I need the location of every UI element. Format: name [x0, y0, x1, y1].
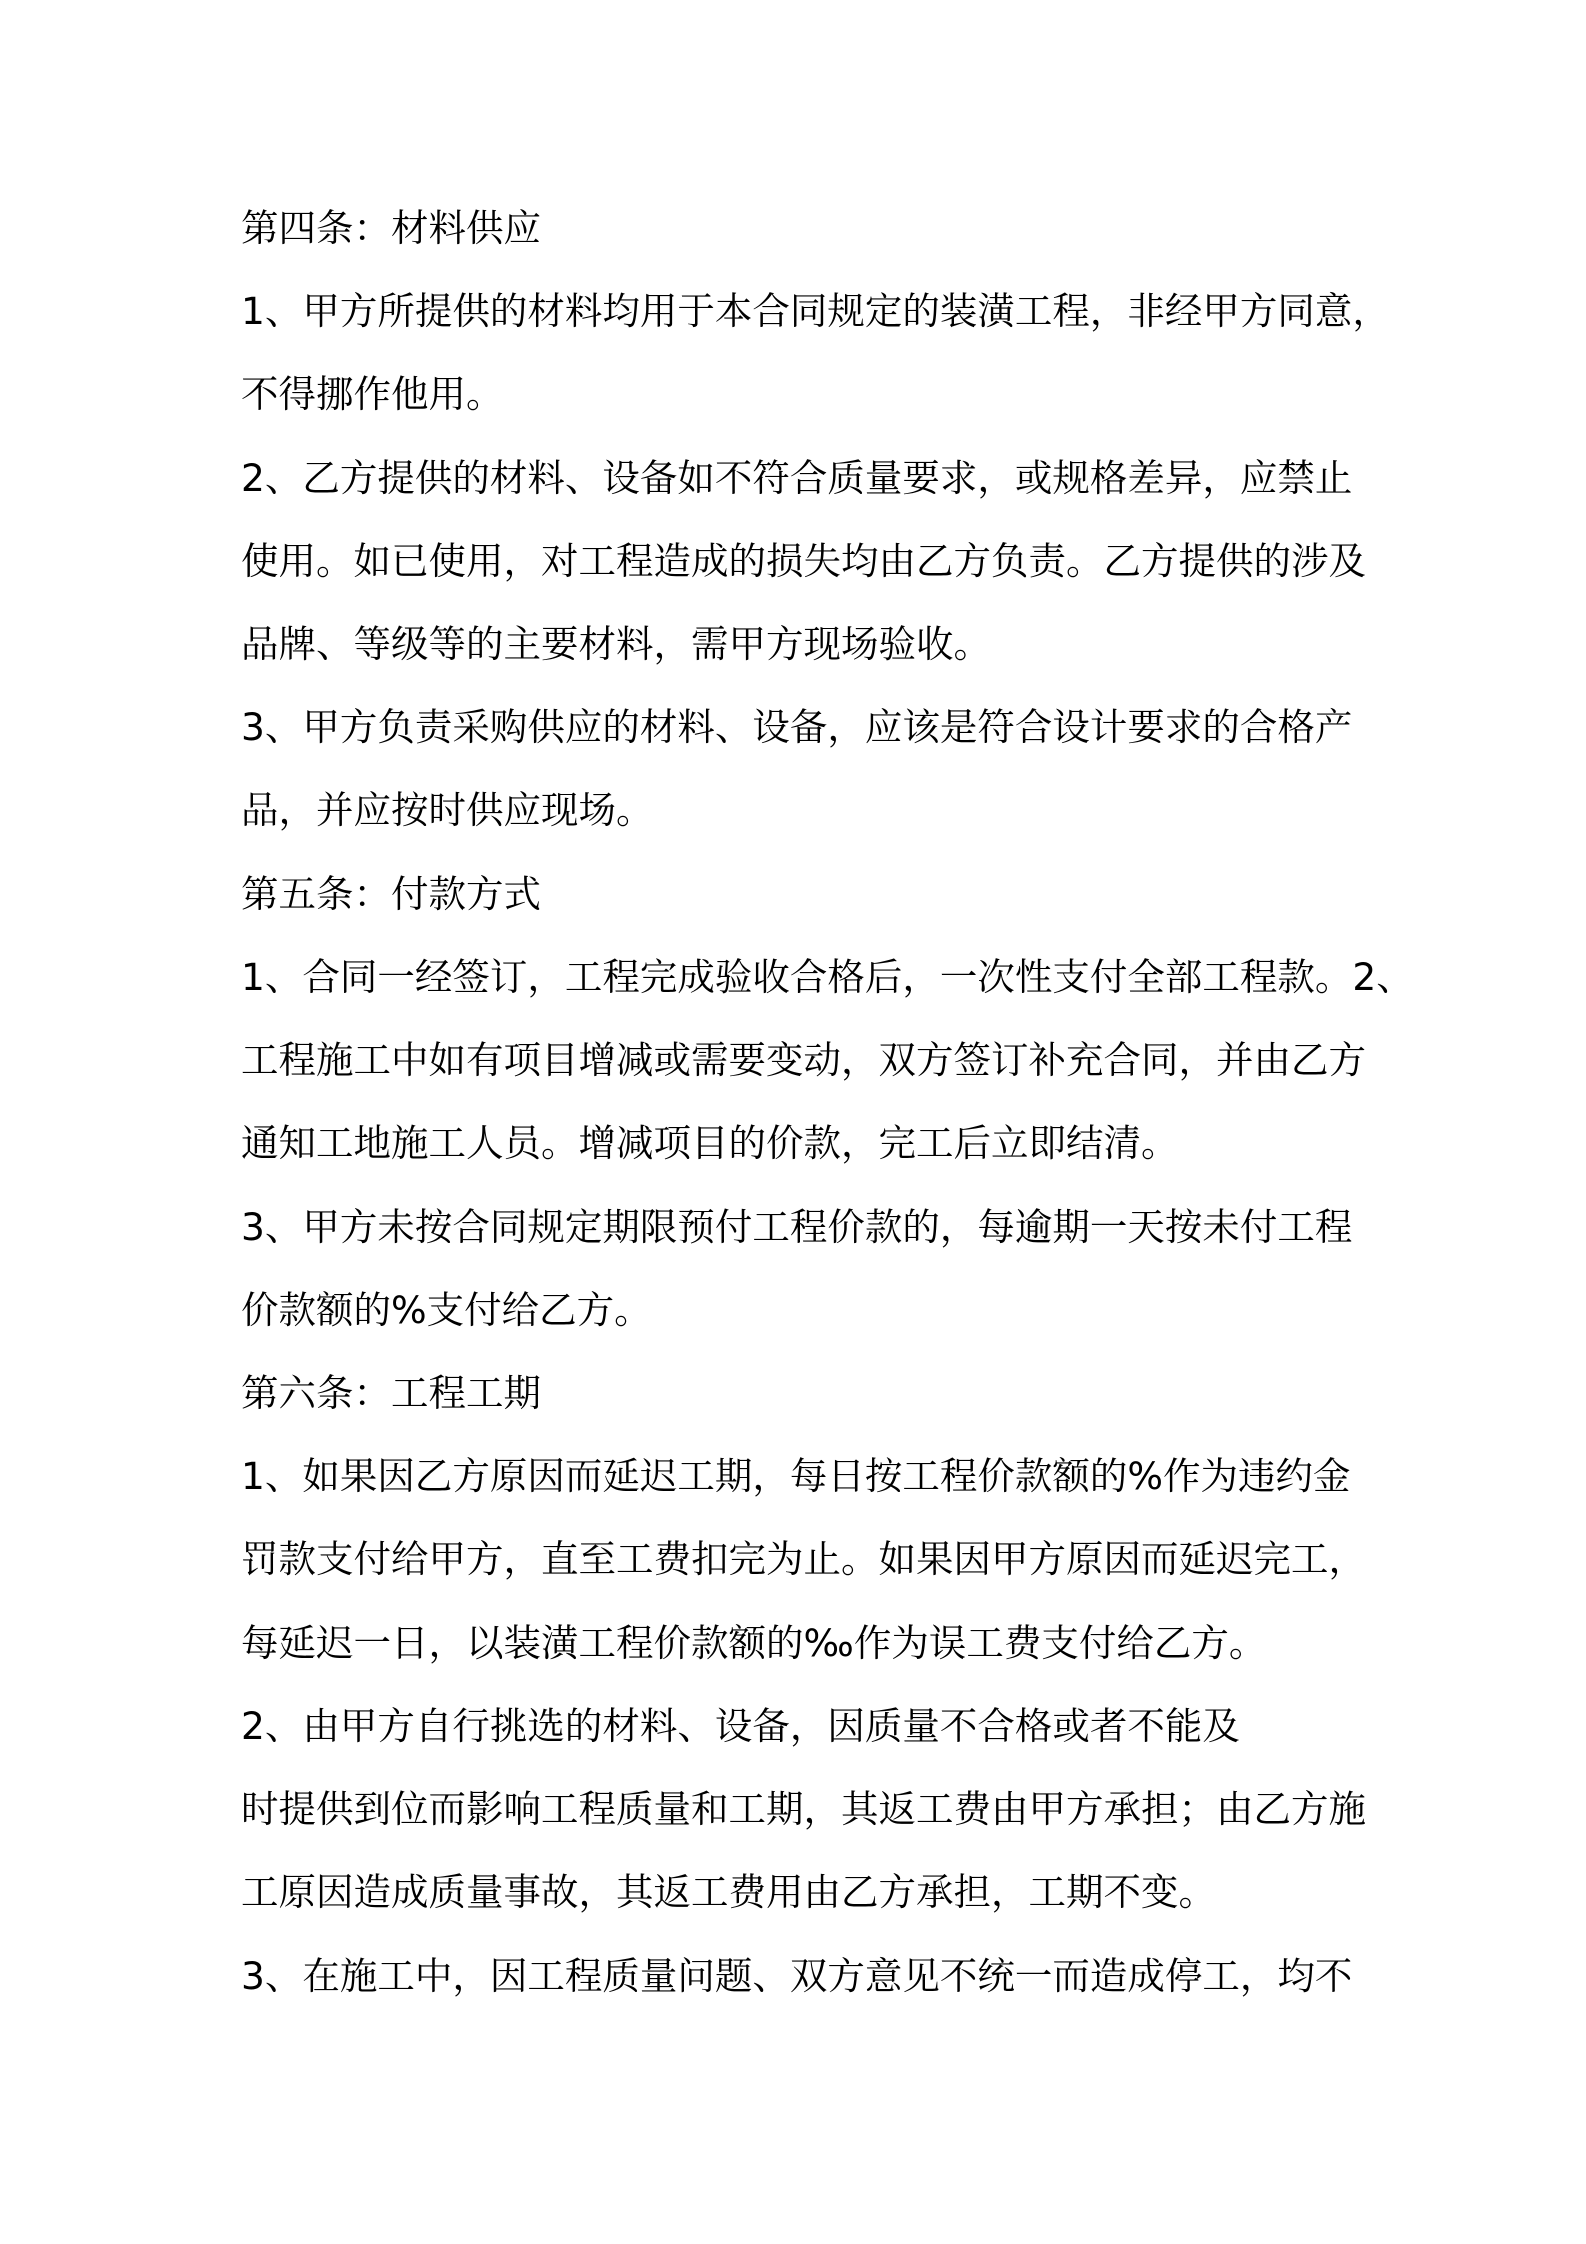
text-line: 品，并应按时供应现场。: [241, 788, 654, 832]
article-5-heading: 第五条：付款方式: [241, 872, 541, 916]
text-line: 价款额的%支付给乙方。: [241, 1288, 652, 1332]
text-line: 时提供到位而影响工程质量和工期，其返工费由甲方承担；由乙方施: [241, 1787, 1366, 1831]
text-line: 使用。如已使用，对工程造成的损失均由乙方负责。乙方提供的涉及: [241, 539, 1366, 583]
text-line: 2、由甲方自行挑选的材料、设备，因质量不合格或者不能及: [241, 1704, 1240, 1748]
text-line: 1、合同一经签订，工程完成验收合格后，一次性支付全部工程款。2、: [241, 955, 1414, 999]
text-line: 3、甲方负责采购供应的材料、设备，应该是符合设计要求的合格产: [241, 705, 1353, 749]
article-6-heading: 第六条：工程工期: [241, 1371, 541, 1415]
text-line: 1、如果因乙方原因而延迟工期，每日按工程价款额的%作为违约金: [241, 1454, 1351, 1498]
text-line: 工程施工中如有项目增减或需要变动，双方签订补充合同，并由乙方: [241, 1038, 1366, 1082]
text-line: 品牌、等级等的主要材料，需甲方现场验收。: [241, 622, 991, 666]
article-4-heading: 第四条：材料供应: [241, 206, 541, 250]
text-line: 不得挪作他用。: [241, 372, 504, 416]
text-line: 2、乙方提供的材料、设备如不符合质量要求，或规格差异，应禁止: [241, 456, 1353, 500]
text-line: 工原因造成质量事故，其返工费用由乙方承担，工期不变。: [241, 1870, 1216, 1914]
text-line: 每延迟一日，以装潢工程价款额的‰作为误工费支付给乙方。: [241, 1621, 1267, 1665]
text-line: 1、甲方所提供的材料均用于本合同规定的装潢工程，非经甲方同意，: [241, 289, 1390, 333]
text-line: 3、甲方未按合同规定期限预付工程价款的，每逾期一天按未付工程: [241, 1205, 1353, 1249]
text-line: 通知工地施工人员。增减项目的价款，完工后立即结清。: [241, 1121, 1179, 1165]
text-line: 罚款支付给甲方，直至工费扣完为止。如果因甲方原因而延迟完工，: [241, 1537, 1366, 1581]
text-line: 3、在施工中，因工程质量问题、双方意见不统一而造成停工，均不: [241, 1954, 1353, 1998]
